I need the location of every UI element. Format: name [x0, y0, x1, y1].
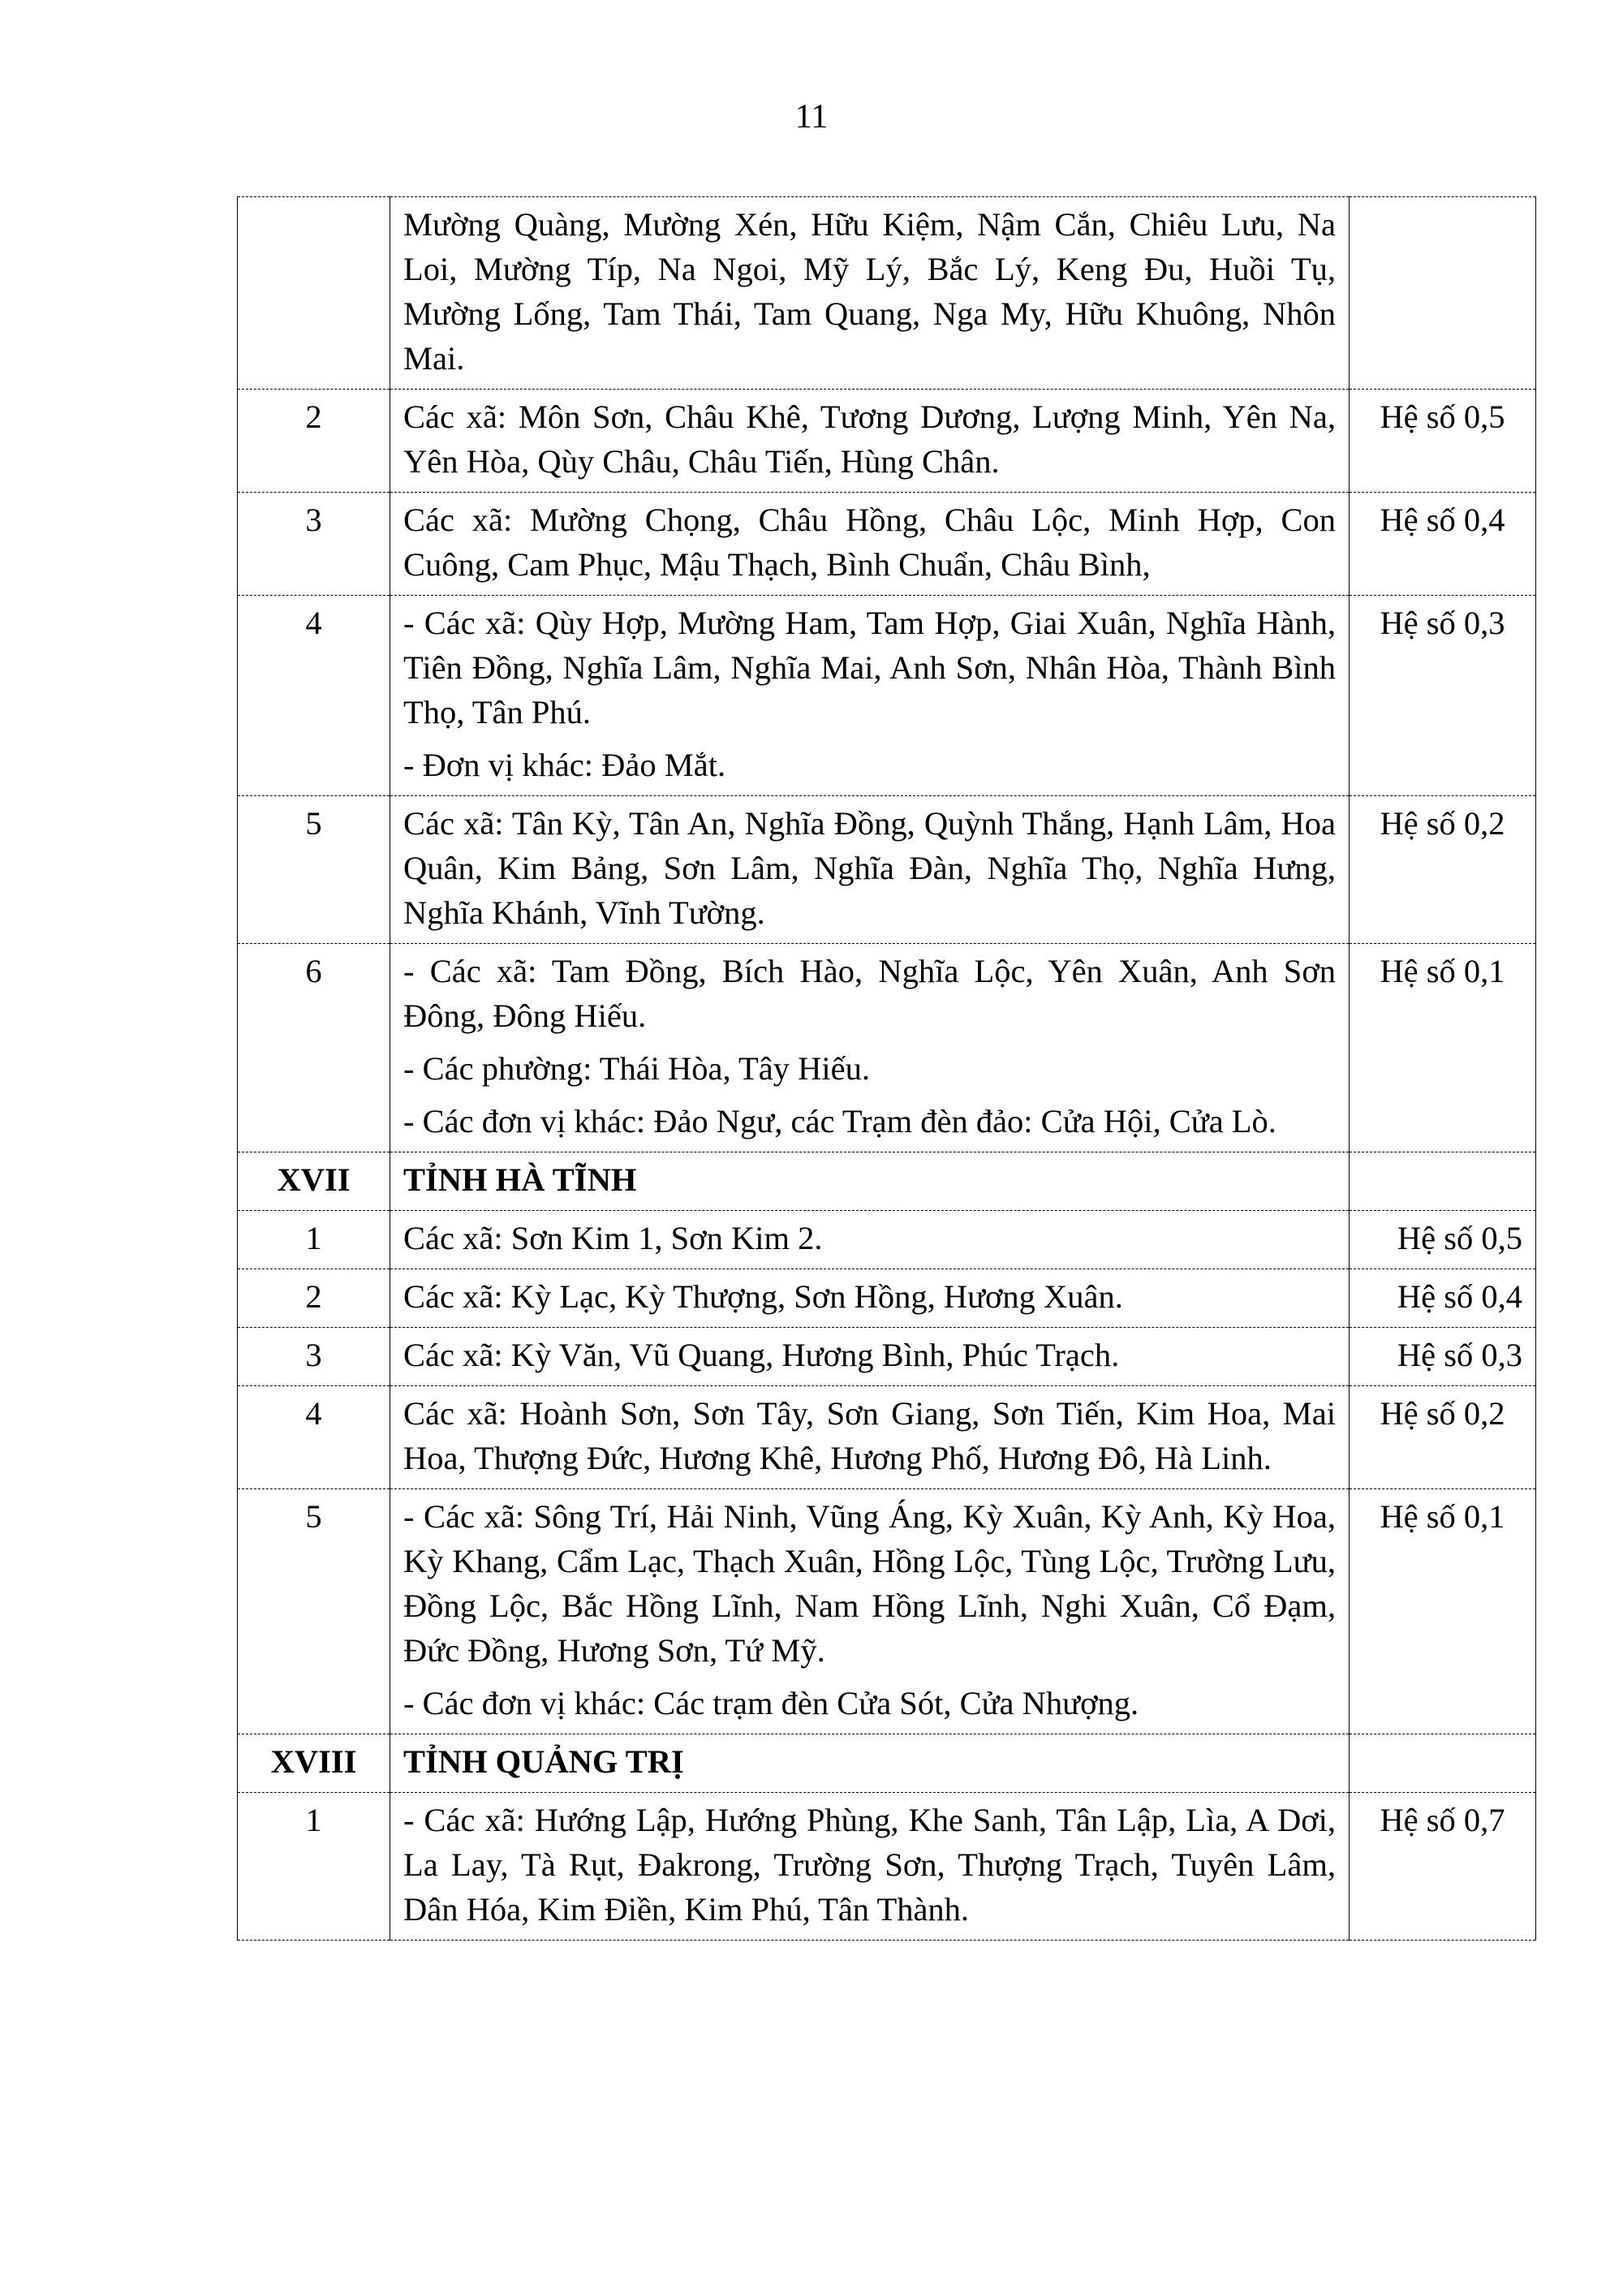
row-number: 6 [238, 944, 390, 1152]
unit-list [390, 1489, 1350, 1734]
table-body [238, 197, 1536, 1941]
province-number: XVIII [238, 1734, 390, 1793]
coefficient-value: Hệ số 0,7 [1350, 1793, 1536, 1941]
unit-list [390, 1386, 1350, 1489]
row-number: 2 [238, 1269, 390, 1328]
province-header-row [238, 1734, 1536, 1793]
unit-list-line: - Các đơn vị khác: Các trạm đèn Cửa Sót, Cửa Nhượng. [403, 1685, 1139, 1721]
unit-list-line: Các xã: Hoành Sơn, Sơn Tây, Sơn Giang, Sơn Tiến, Kim Hoa, Mai Hoa, Thượng Đức, Hương Khê, Hương Phố, Hương Đô, Hà Linh. [403, 1395, 1336, 1476]
coefficient-value: Hệ số 0,2 [1350, 796, 1536, 944]
unit-list-line: Các xã: Sơn Kim 1, Sơn Kim 2. [403, 1220, 823, 1256]
unit-list [390, 1793, 1350, 1941]
table-row [238, 390, 1536, 493]
unit-list [390, 1211, 1350, 1269]
unit-list-line: - Các phường: Thái Hòa, Tây Hiếu. [403, 1050, 870, 1087]
unit-list [390, 493, 1350, 596]
unit-list-line: - Đơn vị khác: Đảo Mắt. [403, 747, 726, 783]
coefficient-value [1350, 1734, 1536, 1793]
unit-list-line: Các xã: Kỳ Văn, Vũ Quang, Hương Bình, Phúc Trạch. [403, 1337, 1120, 1373]
table-row [238, 1269, 1536, 1328]
unit-list-line: Mường Quàng, Mường Xén, Hữu Kiệm, Nậm Cắn, Chiêu Lưu, Na Loi, Mường Típ, Na Ngoi, Mỹ Lý, Bắc Lý, Keng Đu, Huồi Tụ, Mường Lống, Tam Thái, Tam Quang, Nga My, Hữu Khuông, Nhôn Mai. [403, 206, 1336, 377]
province-name: TỈNH HÀ TĨNH [390, 1152, 1350, 1211]
coefficient-table [237, 196, 1536, 1941]
row-number: 5 [238, 1489, 390, 1734]
table-row [238, 1386, 1536, 1489]
table-row [238, 493, 1536, 596]
row-number: 4 [238, 1386, 390, 1489]
province-number: XVII [238, 1152, 390, 1211]
coefficient-value: Hệ số 0,4 [1350, 493, 1536, 596]
coefficient-value [1350, 197, 1536, 390]
table-row [238, 1328, 1536, 1386]
coefficient-value: Hệ số 0,1 [1350, 1489, 1536, 1734]
province-header-row [238, 1152, 1536, 1211]
unit-list [390, 390, 1350, 493]
table-row [238, 596, 1536, 796]
table-row [238, 796, 1536, 944]
unit-list-line: Các xã: Tân Kỳ, Tân An, Nghĩa Đồng, Quỳnh Thắng, Hạnh Lâm, Hoa Quân, Kim Bảng, Sơn Lâm, Nghĩa Đàn, Nghĩa Thọ, Nghĩa Hưng, Nghĩa Khánh, Vĩnh Tường. [403, 805, 1336, 931]
unit-list [390, 796, 1350, 944]
unit-list-line: - Các xã: Sông Trí, Hải Ninh, Vũng Áng, Kỳ Xuân, Kỳ Anh, Kỳ Hoa, Kỳ Khang, Cẩm Lạc, Thạch Xuân, Hồng Lộc, Tùng Lộc, Trường Lưu, Đồng Lộc, Bắc Hồng Lĩnh, Nam Hồng Lĩnh, Nghi Xuân, Cổ Đạm, Đức Đồng, Hương Sơn, Tứ Mỹ. [403, 1498, 1336, 1669]
coefficient-value: Hệ số 0,5 [1350, 1211, 1536, 1269]
row-number: 2 [238, 390, 390, 493]
unit-list-line: - Các xã: Qùy Hợp, Mường Ham, Tam Hợp, Giai Xuân, Nghĩa Hành, Tiên Đồng, Nghĩa Lâm, Nghĩa Mai, Anh Sơn, Nhân Hòa, Thành Bình Thọ, Tân Phú. [403, 605, 1336, 730]
row-number: 1 [238, 1211, 390, 1269]
unit-list-line: Các xã: Môn Sơn, Châu Khê, Tương Dương, Lượng Minh, Yên Na, Yên Hòa, Qùy Châu, Châu Tiến, Hùng Chân. [403, 398, 1336, 480]
unit-list [390, 197, 1350, 390]
page-number: 11 [794, 98, 829, 136]
row-number: 1 [238, 1793, 390, 1941]
row-number: 5 [238, 796, 390, 944]
coefficient-value: Hệ số 0,4 [1350, 1269, 1536, 1328]
coefficient-value: Hệ số 0,1 [1350, 944, 1536, 1152]
row-number: 3 [238, 493, 390, 596]
unit-list [390, 1269, 1350, 1328]
row-number: 4 [238, 596, 390, 796]
table-row [238, 944, 1536, 1152]
table-row [238, 1793, 1536, 1941]
unit-list [390, 1328, 1350, 1386]
unit-list-line: - Các xã: Tam Đồng, Bích Hào, Nghĩa Lộc, Yên Xuân, Anh Sơn Đông, Đông Hiếu. [403, 953, 1336, 1034]
unit-list-line: - Các đơn vị khác: Đảo Ngư, các Trạm đèn đảo: Cửa Hội, Cửa Lò. [403, 1103, 1276, 1139]
table-row [238, 1489, 1536, 1734]
coefficient-value: Hệ số 0,3 [1350, 1328, 1536, 1386]
row-number: 3 [238, 1328, 390, 1386]
unit-list-line: - Các xã: Hướng Lập, Hướng Phùng, Khe Sanh, Tân Lập, Lìa, A Dơi, La Lay, Tà Rụt, Đakrong, Trường Sơn, Thượng Trạch, Tuyên Lâm, Dân Hóa, Kim Điền, Kim Phú, Tân Thành. [403, 1802, 1336, 1928]
unit-list [390, 944, 1350, 1152]
table-row [238, 197, 1536, 390]
coefficient-value: Hệ số 0,3 [1350, 596, 1536, 796]
coefficient-value: Hệ số 0,2 [1350, 1386, 1536, 1489]
table-row [238, 1211, 1536, 1269]
province-name: TỈNH QUẢNG TRỊ [390, 1734, 1350, 1793]
unit-list [390, 596, 1350, 796]
row-number [238, 197, 390, 390]
unit-list-line: Các xã: Mường Chọng, Châu Hồng, Châu Lộc, Minh Hợp, Con Cuông, Cam Phục, Mậu Thạch, Bình Chuẩn, Châu Bình, [403, 502, 1336, 583]
coefficient-value [1350, 1152, 1536, 1211]
unit-list-line: Các xã: Kỳ Lạc, Kỳ Thượng, Sơn Hồng, Hương Xuân. [403, 1278, 1123, 1315]
coefficient-value: Hệ số 0,5 [1350, 390, 1536, 493]
